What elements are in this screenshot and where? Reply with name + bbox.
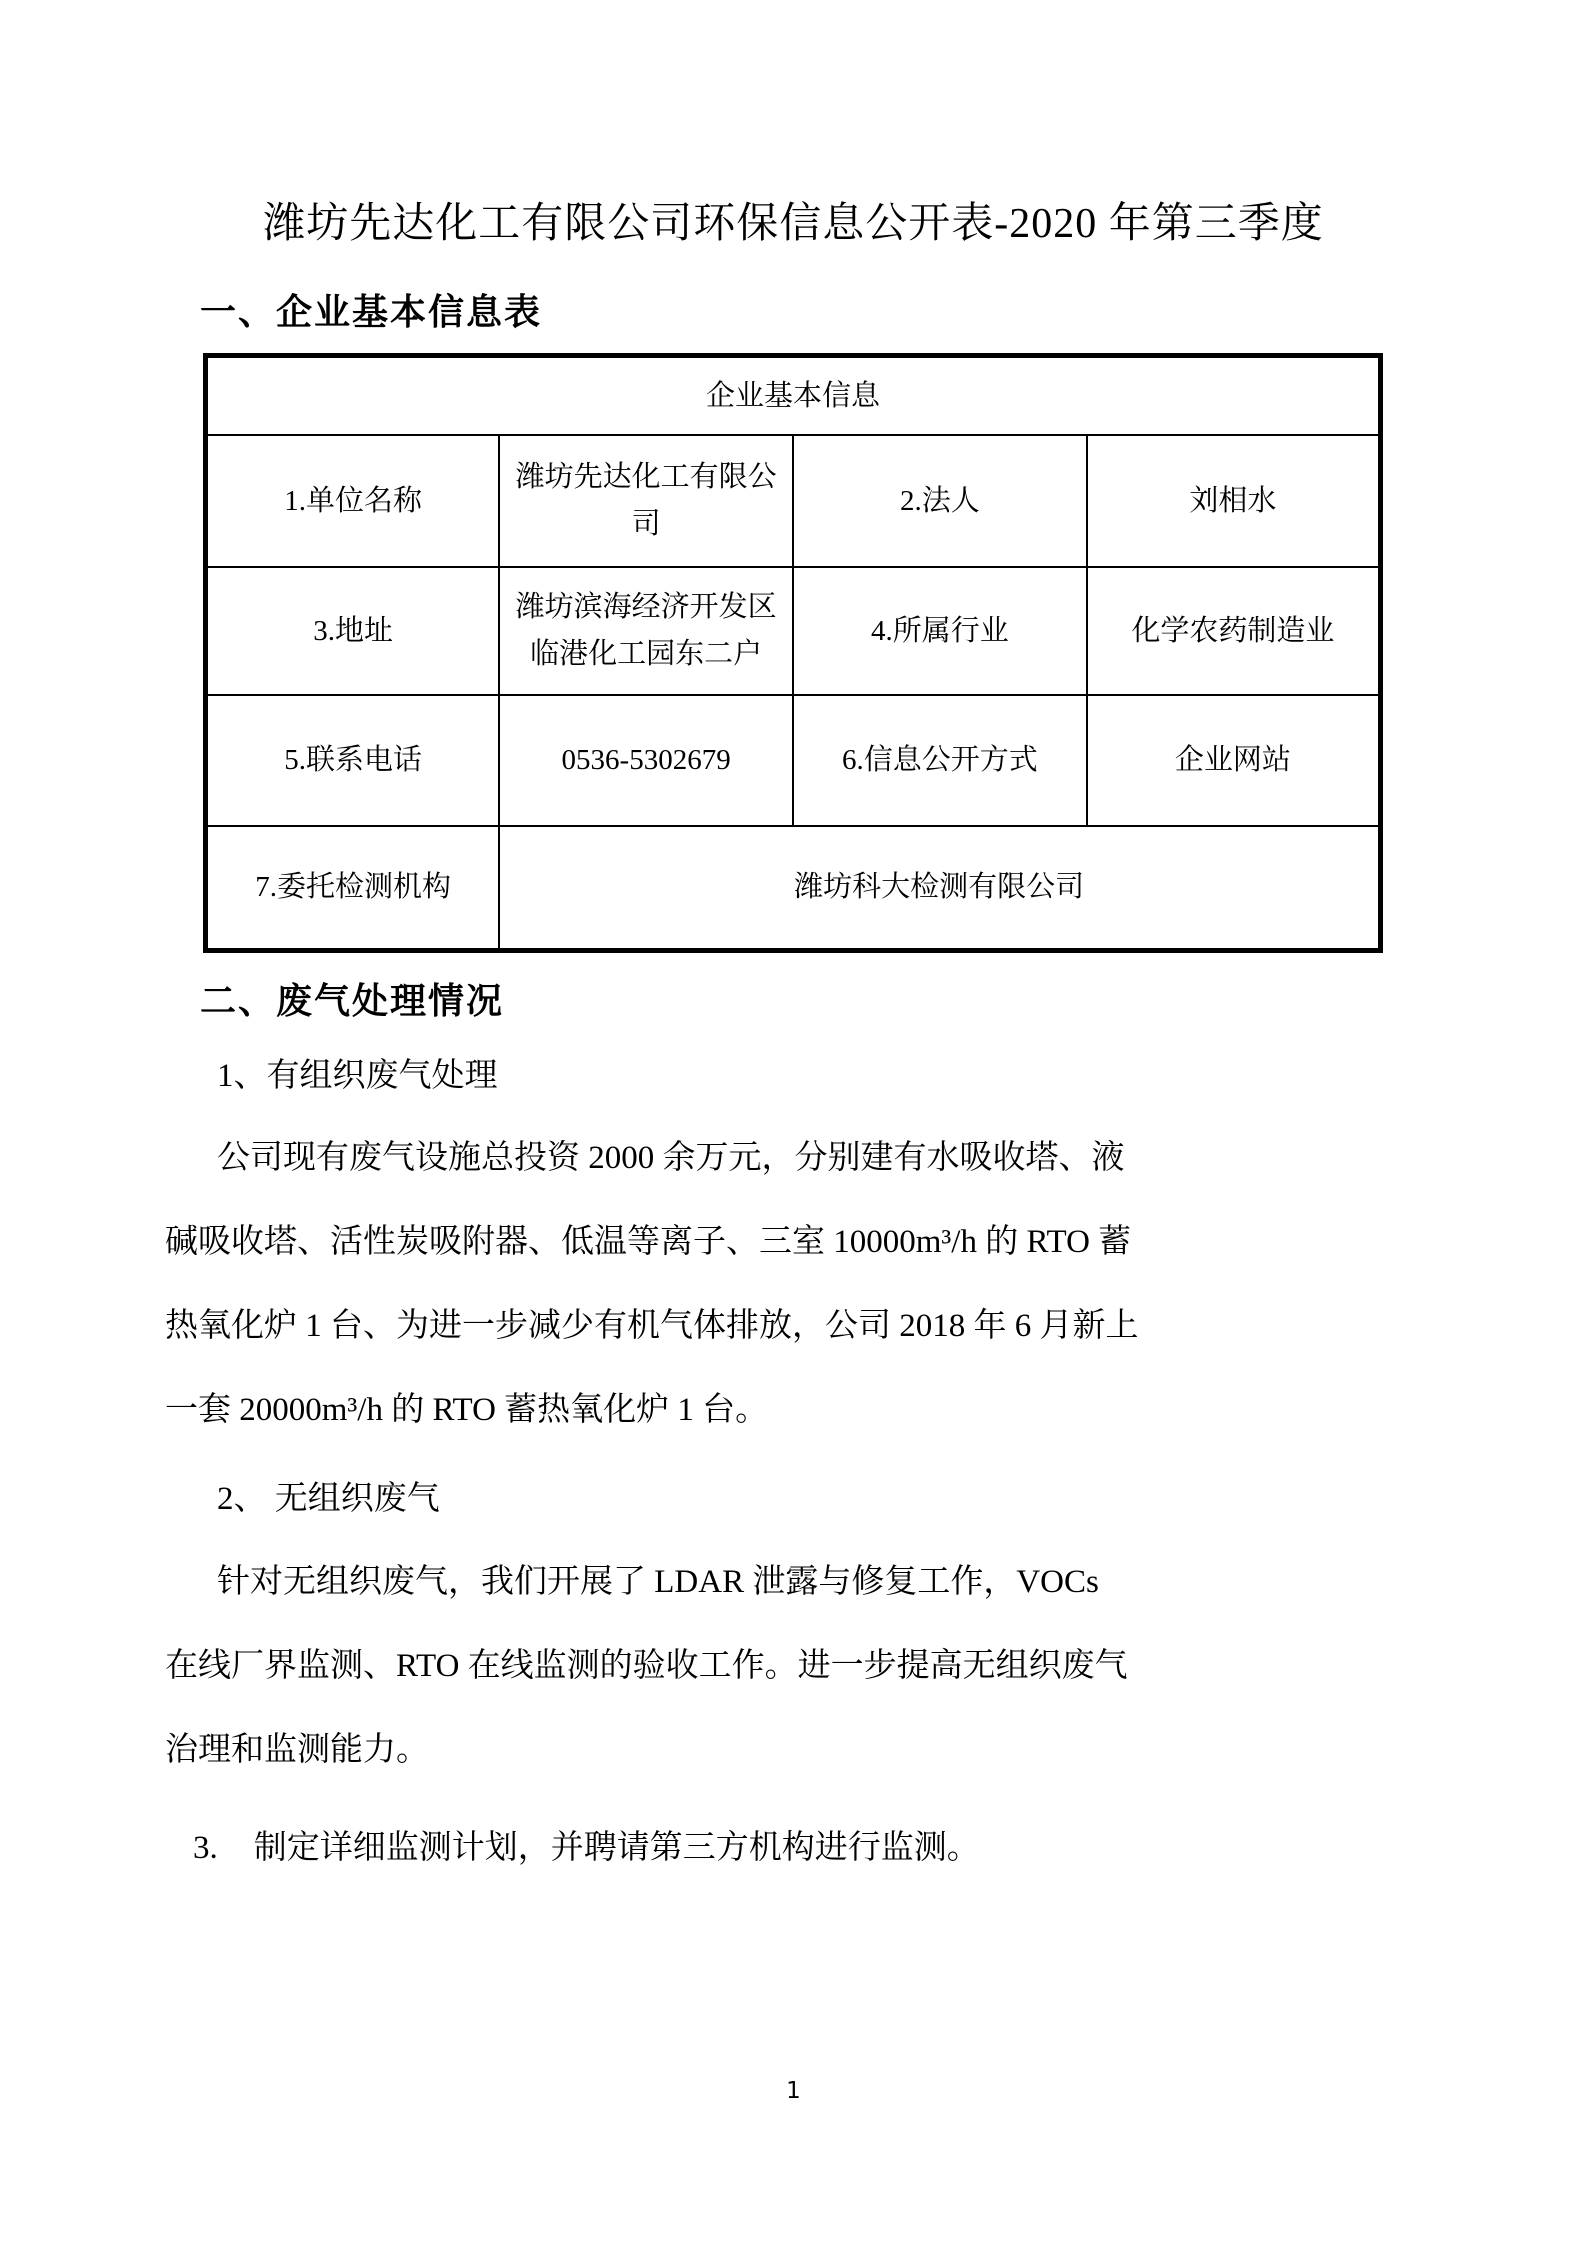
label-disclosure-method: 6.信息公开方式: [793, 695, 1087, 826]
company-info-table: [203, 353, 1383, 953]
item-monitoring-plan: [193, 1806, 1422, 1890]
table-title-cell: 企业基本信息: [206, 356, 1381, 436]
paragraph-line: 治理和监测能力。: [165, 1731, 429, 1768]
table-row: [206, 826, 1381, 951]
section1-heading: 一、企业基本信息表: [200, 291, 543, 333]
label-legal-person: 2.法人: [793, 435, 1087, 567]
paragraph-organized-gas: [165, 1116, 1422, 1452]
label-unit-name: 1.单位名称: [206, 435, 500, 567]
label-phone: 5.联系电话: [206, 695, 500, 826]
table-row: [206, 567, 1381, 695]
value-legal-person: 刘相水: [1087, 435, 1381, 567]
table-row: [206, 435, 1381, 567]
value-disclosure-method: 企业网站: [1087, 695, 1381, 826]
paragraph-line: 碱吸收塔、活性炭吸附器、低温等离子、三室 10000m³/h 的 RTO 蓄: [165, 1224, 1132, 1261]
item-number: 3.: [193, 1829, 218, 1866]
label-industry: 4.所属行业: [793, 567, 1087, 695]
paragraph-line: 在线厂界监测、RTO 在线监测的验收工作。进一步提高无组织废气: [165, 1647, 1128, 1684]
document-title: 潍坊先达化工有限公司环保信息公开表-2020 年第三季度: [263, 201, 1324, 247]
section2-heading: 二、废气处理情况: [200, 980, 505, 1022]
document-content: [0, 200, 1587, 1890]
value-address: 潍坊滨海经济开发区临港化工园东二户: [499, 567, 793, 695]
sub-heading-fugitive-gas: 2、 无组织废气: [217, 1481, 440, 1518]
value-industry: 化学农药制造业: [1087, 567, 1381, 695]
paragraph-line: 一套 20000m³/h 的 RTO 蓄热氧化炉 1 台。: [165, 1392, 769, 1429]
value-unit-name: 潍坊先达化工有限公司: [499, 435, 793, 567]
value-testing-agency: 潍坊科大检测有限公司: [499, 826, 1380, 951]
table-row: [206, 695, 1381, 826]
paragraph-fugitive-gas: [165, 1540, 1422, 1792]
label-address: 3.地址: [206, 567, 500, 695]
paragraph-line: 公司现有废气设施总投资 2000 余万元，分别建有水吸收塔、液: [217, 1140, 1125, 1177]
paragraph-line: 热氧化炉 1 台、为进一步减少有机气体排放，公司 2018 年 6 月新上: [165, 1308, 1139, 1345]
item-text: 制定详细监测计划，并聘请第三方机构进行监测。: [253, 1829, 980, 1866]
sub-heading-organized-gas: 1、有组织废气处理: [217, 1057, 498, 1094]
paragraph-line: 针对无组织废气，我们开展了 LDAR 泄露与修复工作，VOCs: [217, 1563, 1099, 1600]
value-phone: 0536-5302679: [499, 695, 793, 826]
page-number: 1: [786, 2078, 801, 2104]
label-testing-agency: 7.委托检测机构: [206, 826, 500, 951]
table-header-row: [206, 356, 1381, 436]
